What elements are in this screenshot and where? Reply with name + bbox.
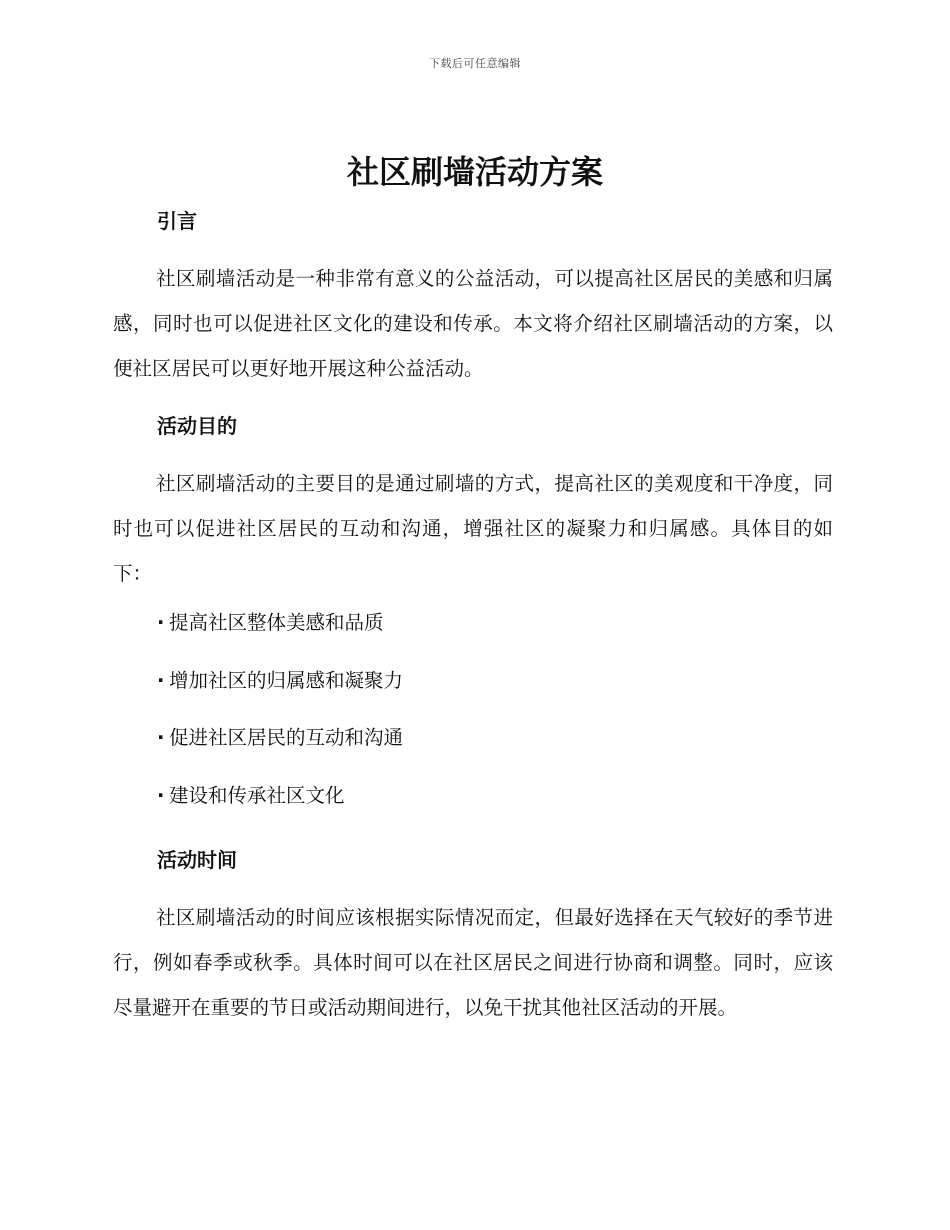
section-heading-purpose: 活动目的	[157, 414, 237, 438]
bullet-marker: ·	[157, 668, 165, 692]
bullet-marker: ·	[157, 783, 165, 807]
list-item-text: 增加社区的归属感和凝聚力	[169, 668, 404, 692]
section-heading-time: 活动时间	[157, 848, 237, 872]
intro-paragraph: 社区刷墙活动是一种非常有意义的公益活动，可以提高社区居民的美感和归属感，同时也可以促进社区文化的建设和传承。本文将介绍社区刷墙活动的方案，以便社区居民可以更好地开展这种公益活动。	[113, 267, 833, 380]
purpose-bullet-list	[157, 609, 403, 839]
section-heading-intro: 引言	[157, 209, 197, 233]
list-item	[157, 609, 403, 667]
header-note: 下载后可任意编辑	[429, 57, 521, 70]
list-item-text: 建设和传承社区文化	[169, 783, 345, 807]
list-item	[157, 667, 403, 725]
list-item-text: 促进社区居民的互动和沟通	[169, 726, 404, 749]
bullet-marker: ·	[157, 726, 165, 749]
time-paragraph: 社区刷墙活动的时间应该根据实际情况而定，但最好选择在天气较好的季节进行，例如春季或秋季。具体时间可以在社区居民之间进行协商和调整。同时，应该尽量避开在重要的节日或活动期间进行，以免干扰其他社区活动的开展。	[113, 906, 833, 1019]
purpose-paragraph: 社区刷墙活动的主要目的是通过刷墙的方式，提高社区的美观度和干净度，同时也可以促进社区居民的互动和沟通，增强社区的凝聚力和归属感。具体目的如下：	[113, 472, 833, 585]
bullet-marker: ·	[157, 611, 165, 634]
list-item-text: 提高社区整体美感和品质	[169, 611, 384, 634]
list-item	[157, 724, 403, 782]
list-item	[157, 782, 403, 840]
document-title: 社区刷墙活动方案	[346, 153, 603, 191]
